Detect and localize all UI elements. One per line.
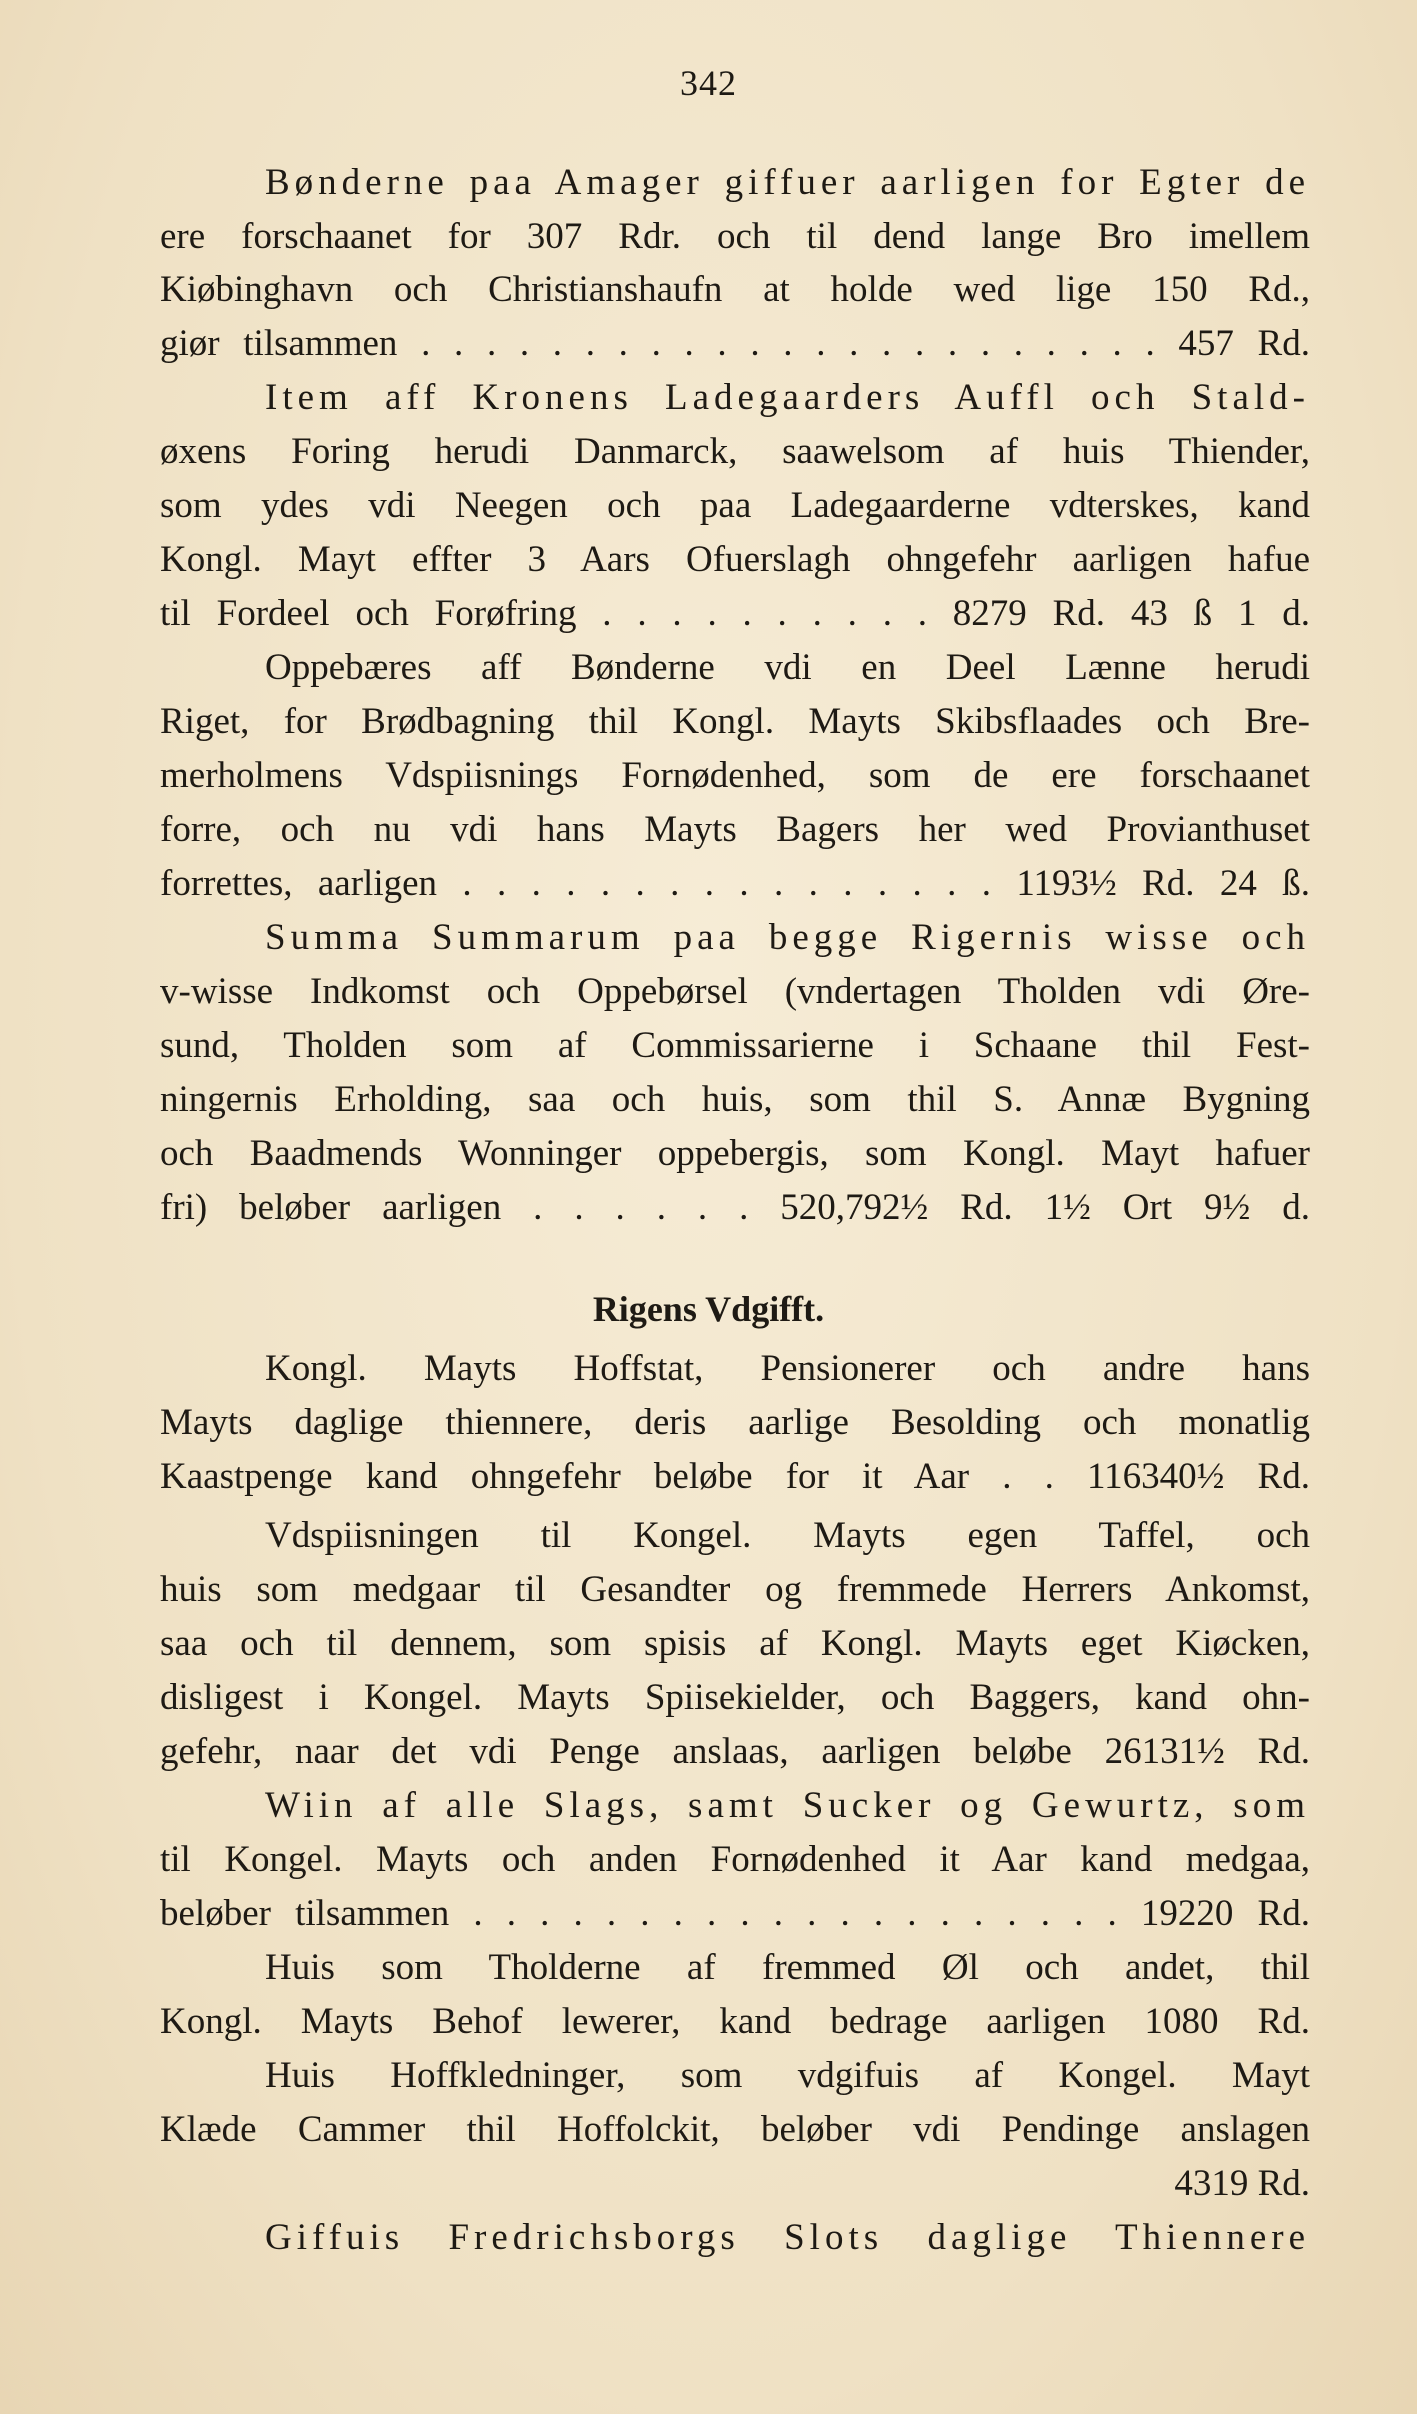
text-line: Huis Hoffkledninger, som vdgifuis af Kongel. Mayt <box>265 2055 1310 2096</box>
text-line: Item aff Kronens Ladegaarders Auffl och Stald- <box>265 377 1310 418</box>
text-line: v-wisse Indkomst och Oppebørsel (vndertagen Tholden vdi Øre- <box>160 971 1310 1012</box>
text-line: Vdspiisningen til Kongel. Mayts egen Taffel, och <box>265 1515 1310 1556</box>
text-line: Kongl. Mayt effter 3 Aars Ofuerslagh ohngefehr aarligen hafue <box>160 539 1310 580</box>
text-line: Kongl. Mayts Hoffstat, Pensionerer och andre hans <box>265 1348 1310 1389</box>
text-line: Wiin af alle Slags, samt Sucker og Gewurtz, som <box>265 1785 1310 1826</box>
text-line: ere forschaanet for 307 Rdr. och til dend lange Bro imellem <box>160 216 1310 257</box>
text-line: til Kongel. Mayts och anden Fornødenhed it Aar kand medgaa, <box>160 1839 1310 1880</box>
text-line: Kaastpenge kand ohngefehr beløbe for it Aar . . 116340½ Rd. <box>160 1456 1310 1497</box>
text-line: forre, och nu vdi hans Mayts Bagers her wed Provianthuset <box>160 809 1310 850</box>
text-line: fri) beløber aarligen . . . . . . 520,792½ Rd. 1½ Ort 9½ d. <box>160 1187 1310 1228</box>
text-line: disligest i Kongel. Mayts Spiisekielder, och Baggers, kand ohn- <box>160 1677 1310 1718</box>
text-line: sund, Tholden som af Commissarierne i Schaane thil Fest- <box>160 1025 1310 1066</box>
section-heading: Rigens Vdgifft. <box>592 1289 825 1329</box>
text-line: ningernis Erholding, saa och huis, som thil S. Annæ Bygning <box>160 1079 1310 1120</box>
text-line: Mayts daglige thiennere, deris aarlige Besolding och monatlig <box>160 1402 1310 1443</box>
text-line: Oppebæres aff Bønderne vdi en Deel Lænne herudi <box>265 647 1310 688</box>
text-line: Kiøbinghavn och Christianshaufn at holde wed lige 150 Rd., <box>160 269 1310 310</box>
text-line: Riget, for Brødbagning thil Kongl. Mayts Skibsflaades och Bre- <box>160 701 1310 742</box>
text-line: Klæde Cammer thil Hoffolckit, beløber vdi Pendinge anslagen <box>160 2109 1310 2150</box>
text-line: 4319 Rd. <box>1174 2163 1310 2204</box>
text-line: saa och til dennem, som spisis af Kongl. Mayts eget Kiøcken, <box>160 1623 1310 1664</box>
text-line: gefehr, naar det vdi Penge anslaas, aarligen beløbe 26131½ Rd. <box>160 1731 1310 1772</box>
text-line: Kongl. Mayts Behof lewerer, kand bedrage aarligen 1080 Rd. <box>160 2001 1310 2042</box>
text-line: och Baadmends Wonninger oppebergis, som Kongl. Mayt hafuer <box>160 1133 1310 1174</box>
page-number: 342 <box>680 63 737 103</box>
text-line: beløber tilsammen . . . . . . . . . . . . . . . . . . . . 19220 Rd. <box>160 1893 1310 1934</box>
text-line: til Fordeel och Forøfring . . . . . . . . . . 8279 Rd. 43 ß 1 d. <box>160 593 1310 634</box>
text-line: Bønderne paa Amager giffuer aarligen for Egter de <box>265 162 1310 203</box>
text-line: merholmens Vdspiisnings Fornødenhed, som de ere forschaanet <box>160 755 1310 796</box>
text-line: forrettes, aarligen . . . . . . . . . . . . . . . . 1193½ Rd. 24 ß. <box>160 863 1310 904</box>
text-line: huis som medgaar til Gesandter og fremmede Herrers Ankomst, <box>160 1569 1310 1610</box>
text-line: Huis som Tholderne af fremmed Øl och andet, thil <box>265 1947 1310 1988</box>
text-line: øxens Foring herudi Danmarck, saawelsom af huis Thiender, <box>160 431 1310 472</box>
text-line: Giffuis Fredrichsborgs Slots daglige Thiennere <box>265 2217 1310 2258</box>
text-line: Summa Summarum paa begge Rigernis wisse och <box>265 917 1310 958</box>
text-line: som ydes vdi Neegen och paa Ladegaarderne vdterskes, kand <box>160 485 1310 526</box>
text-line: giør tilsammen . . . . . . . . . . . . . . . . . . . . . . . 457 Rd. <box>160 323 1310 364</box>
